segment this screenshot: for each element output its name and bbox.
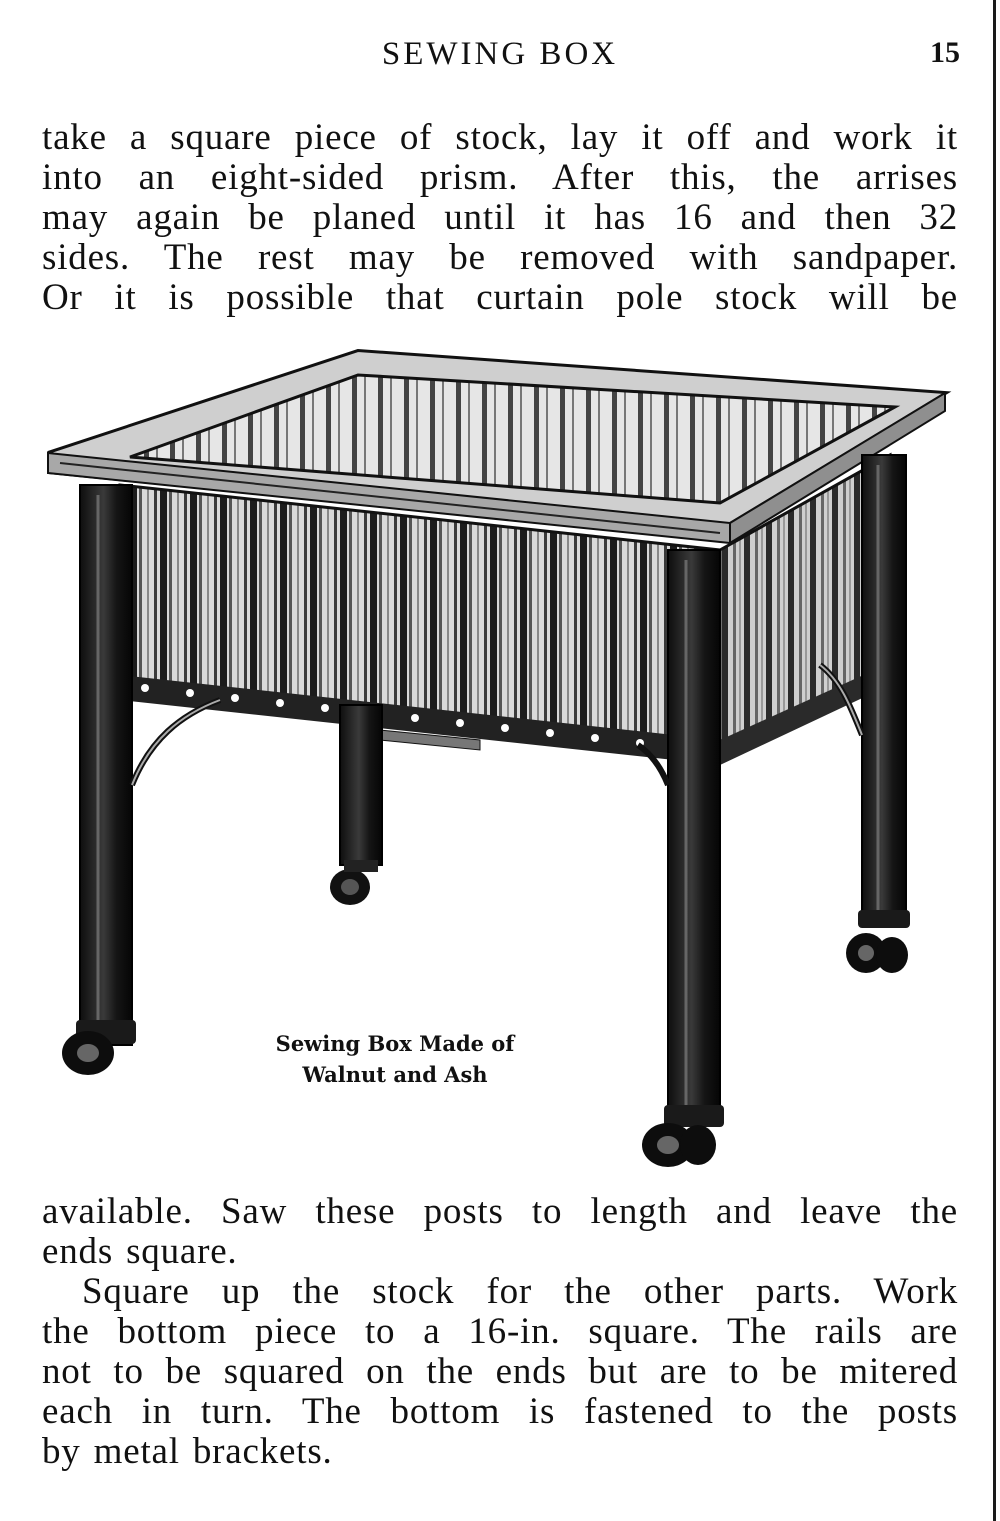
text-line: take a square piece of stock, lay it off and work it <box>42 117 958 158</box>
caption-line: Walnut and Ash <box>302 1062 488 1087</box>
page-edge <box>993 0 996 1521</box>
text-line: not to be squared on the ends but are to be mitered <box>42 1351 958 1392</box>
figure-caption <box>230 1028 560 1090</box>
text-line: into an eight-sided prism. After this, the arrises <box>42 157 958 198</box>
page-number: 15 <box>930 36 960 69</box>
paragraph-top <box>42 118 958 318</box>
paragraph-bottom <box>42 1192 958 1472</box>
text-line: Square up the stock for the other parts. Work <box>82 1271 958 1312</box>
caption-line: Sewing Box Made of <box>275 1031 515 1056</box>
text-line: available. Saw these posts to length and leave the <box>42 1191 958 1232</box>
text-line: the bottom piece to a 16-in. square. The rails are <box>42 1311 958 1352</box>
text-line: each in turn. The bottom is fastened to the posts <box>42 1391 958 1432</box>
running-head: SEWING BOX <box>381 36 619 72</box>
text-line: ends square. <box>42 1231 238 1272</box>
text-line: by metal brackets. <box>42 1431 333 1472</box>
text-line: sides. The rest may be removed with sandpaper. <box>42 237 958 278</box>
text-line: may again be planed until it has 16 and then 32 <box>42 197 958 238</box>
text-line: Or it is possible that curtain pole stock will be <box>42 277 958 318</box>
